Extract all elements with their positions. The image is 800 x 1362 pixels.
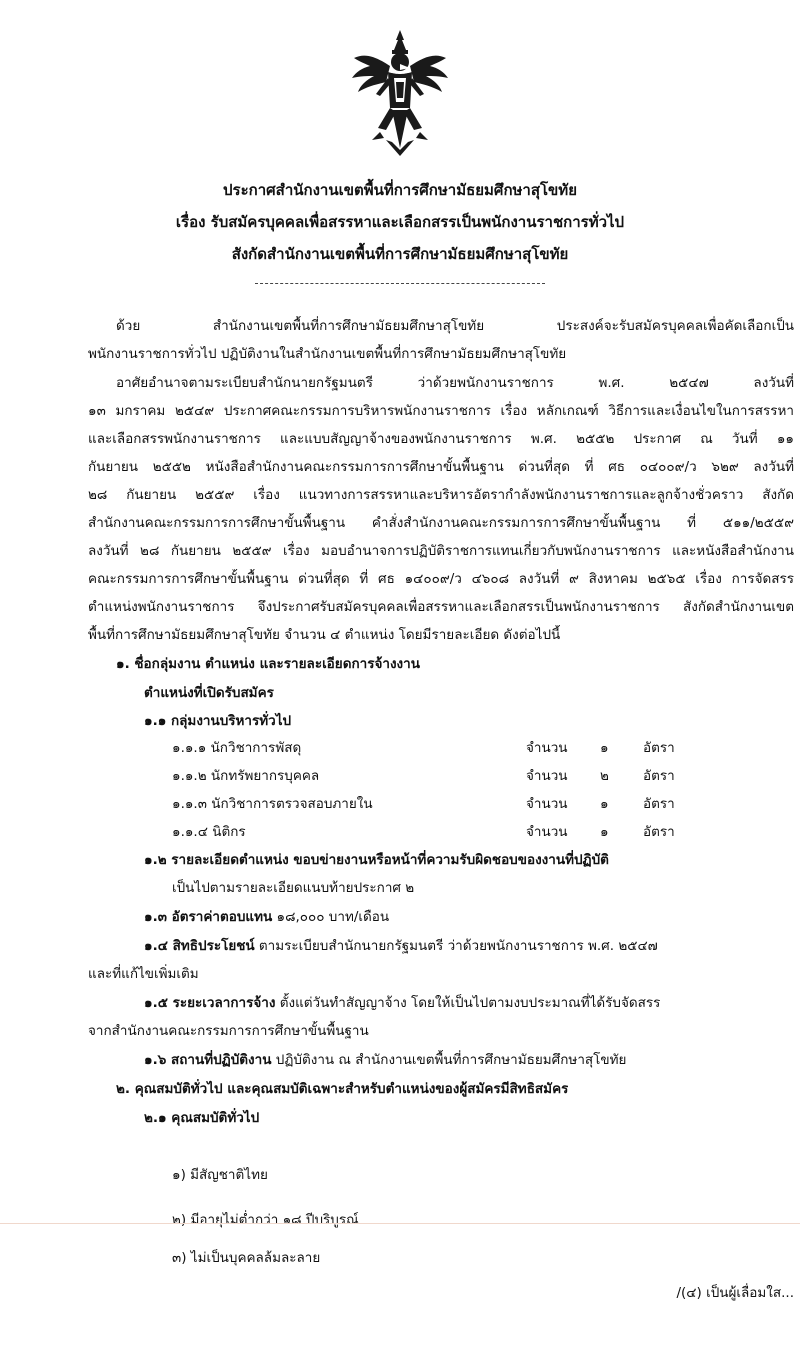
- section-1-1-title: ๑.๑ กลุ่มงานบริหารทั่วไป: [144, 713, 292, 729]
- position-name: ๑.๑.๒ นักทรัพยากรบุคคล: [172, 768, 320, 784]
- position-rate: อัตรา: [643, 796, 675, 812]
- paragraph-line: พื้นที่การศึกษามัธยมศึกษาสุโขทัย จำนวน ๔ ตำแหน่ง โดยมีรายละเอียด ดังต่อไปนี้: [88, 627, 561, 643]
- position-name: ๑.๑.๓ นักวิชาการตรวจสอบภายใน: [172, 796, 373, 812]
- position-unit: จำนวน: [526, 740, 568, 756]
- paragraph-line: และเลือกสรรพนักงานราชการ และแบบสัญญาจ้างของพนักงานราชการ พ.ศ. ๒๕๕๒ ประกาศ ณ วันที่ ๑๑: [88, 431, 794, 447]
- open-positions-label: ตำแหน่งที่เปิดรับสมัคร: [144, 685, 274, 701]
- section-1-4: [144, 936, 794, 956]
- qualification-item: ๒) มีอายุไม่ต่ำกว่า ๑๘ ปีบริบูรณ์: [172, 1212, 359, 1228]
- continued-note: /(๔) เป็นผู้เลื่อมใส...: [676, 1285, 794, 1301]
- section-1-5-label: ๑.๕ ระยะเวลาการจ้าง: [144, 995, 276, 1011]
- paragraph-line: คณะกรรมการการศึกษาขั้นพื้นฐาน ด่วนที่สุด ที่ ศธ ๑๔๐๐๙/ว ๔๖๐๘ ลงวันที่ ๙ สิงหาคม ๒๕๖๕ เรื่อง การจัดสรร: [88, 571, 794, 587]
- position-count: ๑: [600, 796, 609, 812]
- position-count: ๑: [600, 740, 609, 756]
- section-1-6-text: ปฏิบัติงาน ณ สำนักงานเขตพื้นที่การศึกษามัธยมศึกษาสุโขทัย: [271, 1052, 627, 1068]
- position-count: ๒: [600, 768, 609, 784]
- paragraph-line: ๒๘ กันยายน ๒๕๕๙ เรื่อง แนวทางการสรรหาและบริหารอัตรากำลังพนักงานราชการและลูกจ้างชั่วคราว สังกัด: [88, 487, 794, 503]
- announcement-affiliation: สังกัดสำนักงานเขตพื้นที่การศึกษามัธยมศึกษาสุโขทัย: [231, 245, 569, 263]
- section-1-4-continued: และที่แก้ไขเพิ่มเติม: [88, 966, 199, 982]
- section-1-4-label: ๑.๔ สิทธิประโยชน์: [144, 938, 255, 954]
- position-rate: อัตรา: [643, 740, 675, 756]
- paragraph-line: พนักงานราชการทั่วไป ปฏิบัติงานในสำนักงานเขตพื้นที่การศึกษามัธยมศึกษาสุโขทัย: [88, 346, 567, 362]
- section-1-3-label: ๑.๓ อัตราค่าตอบแทน: [144, 909, 273, 925]
- section-1-3: [144, 907, 389, 927]
- position-name: ๑.๑.๔ นิติกร: [172, 824, 246, 840]
- section-1-6: [144, 1050, 794, 1070]
- section-1-6-label: ๑.๖ สถานที่ปฏิบัติงาน: [144, 1052, 272, 1068]
- section-2-1-title: ๒.๑ คุณสมบัติทั่วไป: [144, 1110, 260, 1126]
- section-1-5-text: ตั้งแต่วันทำสัญญาจ้าง โดยให้เป็นไปตามงบประมาณที่ได้รับจัดสรร: [275, 995, 661, 1011]
- position-unit: จำนวน: [526, 768, 568, 784]
- announcement-title: ประกาศสำนักงานเขตพื้นที่การศึกษามัธยมศึกษาสุโขทัย: [223, 181, 577, 199]
- garuda-emblem-icon: [350, 28, 450, 158]
- section-1-2-title: ๑.๒ รายละเอียดตำแหน่ง ขอบข่ายงานหรือหน้าที่ความรับผิดชอบของงานที่ปฏิบัติ: [144, 852, 609, 868]
- section-1-3-text: ๑๘,๐๐๐ บาท/เดือน: [272, 909, 390, 925]
- scan-fold-line: [0, 1223, 800, 1224]
- position-count: ๑: [600, 824, 609, 840]
- paragraph-line: ลงวันที่ ๒๘ กันยายน ๒๕๕๙ เรื่อง มอบอำนาจการปฏิบัติราชการแทนเกี่ยวกับพนักงานราชการ และหนังสือสำนักงาน: [88, 543, 794, 559]
- position-rate: อัตรา: [643, 824, 675, 840]
- divider-line: [255, 283, 545, 284]
- paragraph-line: ตำแหน่งพนักงานราชการ จึงประกาศรับสมัครบุคคลเพื่อสรรหาและเลือกสรรเป็นพนักงานราชการ สังกัดสำนักงานเขต: [88, 599, 794, 615]
- qualification-item: ๓) ไม่เป็นบุคคลล้มละลาย: [172, 1250, 321, 1266]
- section-1-5-continued: จากสำนักงานคณะกรรมการการศึกษาขั้นพื้นฐาน: [88, 1023, 369, 1039]
- paragraph-line: สำนักงานคณะกรรมการการศึกษาขั้นพื้นฐาน คำสั่งสำนักงานคณะกรรมการการศึกษาขั้นพื้นฐาน ที่ ๕๑๑/๒๕๕๙: [88, 515, 794, 531]
- announcement-subject: เรื่อง รับสมัครบุคคลเพื่อสรรหาและเลือกสรรเป็นพนักงานราชการทั่วไป: [175, 213, 625, 231]
- qualification-item: ๑) มีสัญชาติไทย: [172, 1167, 268, 1183]
- paragraph-line: กันยายน ๒๕๕๒ หนังสือสำนักงานคณะกรรมการการศึกษาขั้นพื้นฐาน ด่วนที่สุด ที่ ศธ ๐๔๐๐๙/ว ๖๒๙ ลงวันที่: [88, 459, 794, 475]
- section-1-title: ๑. ชื่อกลุ่มงาน ตำแหน่ง และรายละเอียดการจ้างงาน: [116, 656, 420, 672]
- position-name: ๑.๑.๑ นักวิชาการพัสดุ: [172, 740, 302, 756]
- section-1-5: [144, 993, 794, 1013]
- section-1-4-text: ตามระเบียบสำนักนายกรัฐมนตรี ว่าด้วยพนักงานราชการ พ.ศ. ๒๕๔๗: [254, 938, 658, 954]
- paragraph-line: ด้วย สำนักงานเขตพื้นที่การศึกษามัธยมศึกษาสุโขทัย ประสงค์จะรับสมัครบุคคลเพื่อคัดเลือกเป็น: [116, 318, 794, 334]
- paragraph-line: ๑๓ มกราคม ๒๕๔๙ ประกาศคณะกรรมการบริหารพนักงานราชการ เรื่อง หลักเกณฑ์ วิธีการและเงื่อนไขในการสรรหา: [88, 403, 794, 419]
- position-unit: จำนวน: [526, 824, 568, 840]
- section-1-2-text: เป็นไปตามรายละเอียดแนบท้ายประกาศ ๒: [172, 880, 415, 896]
- paragraph-line: อาศัยอำนาจตามระเบียบสำนักนายกรัฐมนตรี ว่าด้วยพนักงานราชการ พ.ศ. ๒๕๔๗ ลงวันที่: [116, 375, 794, 391]
- position-rate: อัตรา: [643, 768, 675, 784]
- position-unit: จำนวน: [526, 796, 568, 812]
- section-2-title: ๒. คุณสมบัติทั่วไป และคุณสมบัติเฉพาะสำหรับตำแหน่งของผู้สมัครมีสิทธิสมัคร: [116, 1081, 569, 1097]
